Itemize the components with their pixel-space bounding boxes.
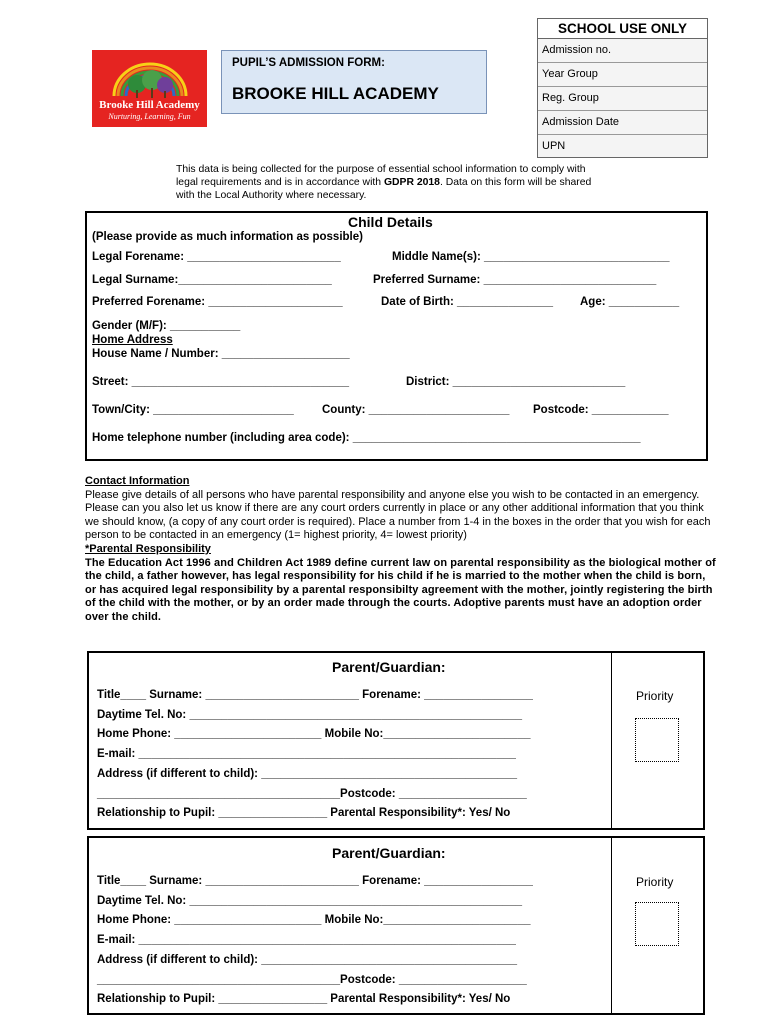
- child-details-section: [85, 211, 708, 461]
- parental-responsibility-heading: *Parental Responsibility: [85, 542, 211, 555]
- parental-responsibility-body: The Education Act 1996 and Children Act 1989 define current law on parental responsibility as the biological mother of the child, a father however, has legal responsibility for his child if he is married to the mother when the child is born, or has acquired legal responsibility by a parental responsibilty agreement with the mother, jointly registering the birth of the child with the mother, or by an order made through the courts. Adoptive parents must have an adoption order over the child.: [85, 556, 716, 623]
- county-field[interactable]: County: ______________________: [322, 404, 510, 416]
- notice-gdpr: GDPR 2018: [383, 177, 440, 188]
- address-field[interactable]: Address (if different to child): ________________________________________: [97, 954, 518, 966]
- legal-forename-field[interactable]: Legal Forename: ________________________: [92, 251, 341, 263]
- age-field[interactable]: Age: ___________: [580, 296, 680, 308]
- reg-group-field[interactable]: Reg. Group: [538, 87, 707, 111]
- form-label: PUPIL’S ADMISSION FORM:: [232, 57, 385, 69]
- school-use-title: SCHOOL USE ONLY: [538, 19, 707, 39]
- logo-tagline: Nurturing, Learning, Fun: [108, 112, 191, 121]
- email-field[interactable]: E-mail: ___________________________________________________________: [97, 748, 516, 760]
- priority-box[interactable]: [635, 902, 679, 946]
- contact-information: [85, 475, 717, 625]
- contact-body: Please give details of all persons who have parental responsibility and anyone else you wish to be contacted in an emergency. Please can you also let us know if there are any court orders currently in place or any other additional information that you think we should know, (a copy of any court order is required). Place a number from 1-4 in the boxes in the order that you wish for each person to be contacted in an emergency (1= highest priority, 4= lowest priority): [85, 488, 711, 542]
- gdpr-notice: [176, 163, 596, 202]
- relationship-field[interactable]: Relationship to Pupil: _________________ Parental Responsibility*: Yes/ No: [97, 993, 511, 1005]
- home-telephone-field[interactable]: Home telephone number (including area code): _____________________________________________: [92, 432, 641, 444]
- admission-no-field[interactable]: Admission no.: [538, 39, 707, 63]
- form-header: [221, 50, 487, 114]
- child-details-title: Child Details: [348, 214, 433, 230]
- contact-heading: Contact Information: [85, 475, 190, 487]
- guardian-postcode-field[interactable]: ______________________________________Postcode: ____________________: [97, 974, 527, 986]
- home-address-heading: Home Address: [92, 334, 173, 346]
- guardian-title: Parent/Guardian:: [332, 659, 446, 675]
- street-field[interactable]: Street: __________________________________: [92, 376, 350, 388]
- address-field[interactable]: Address (if different to child): ________________________________________: [97, 768, 518, 780]
- town-field[interactable]: Town/City: ______________________: [92, 404, 294, 416]
- gender-field[interactable]: Gender (M/F): ___________: [92, 320, 241, 332]
- guardian-postcode-field[interactable]: ______________________________________Postcode: ____________________: [97, 788, 527, 800]
- preferred-surname-field[interactable]: Preferred Surname: ___________________________: [373, 274, 657, 286]
- guardian-name-line[interactable]: Title____ Surname: ________________________ Forename: _________________: [97, 875, 533, 887]
- middle-names-field[interactable]: Middle Name(s): _____________________________: [392, 251, 670, 263]
- logo-name: Brooke Hill Academy: [99, 99, 200, 111]
- school-name: BROOKE HILL ACADEMY: [232, 84, 439, 103]
- priority-label: Priority: [636, 875, 674, 889]
- guardian-section-1: [87, 651, 705, 830]
- school-use-table: [537, 18, 708, 158]
- admission-date-field[interactable]: Admission Date: [538, 111, 707, 135]
- notice-text-end: . Data on this form will be shared with the Local Authority where necessary.: [176, 177, 592, 201]
- house-number-field[interactable]: House Name / Number: ____________________: [92, 348, 350, 360]
- priority-label: Priority: [636, 689, 674, 703]
- guardian-divider: [611, 653, 612, 828]
- postcode-field[interactable]: Postcode: ____________: [533, 404, 669, 416]
- priority-box[interactable]: [635, 718, 679, 762]
- school-logo: [92, 50, 207, 127]
- legal-surname-field[interactable]: Legal Surname:________________________: [92, 274, 332, 286]
- email-field[interactable]: E-mail: ___________________________________________________________: [97, 934, 516, 946]
- child-details-subtitle: (Please provide as much information as possible): [92, 231, 363, 243]
- guardian-divider: [611, 838, 612, 1013]
- phone-mobile-field[interactable]: Home Phone: _______________________ Mobile No:_______________________: [97, 914, 531, 926]
- year-group-field[interactable]: Year Group: [538, 63, 707, 87]
- guardian-name-line[interactable]: Title____ Surname: ________________________ Forename: _________________: [97, 689, 533, 701]
- daytime-tel-field[interactable]: Daytime Tel. No: ____________________________________________________: [97, 709, 523, 721]
- guardian-title: Parent/Guardian:: [332, 845, 446, 861]
- relationship-field[interactable]: Relationship to Pupil: _________________ Parental Responsibility*: Yes/ No: [97, 807, 511, 819]
- daytime-tel-field[interactable]: Daytime Tel. No: ____________________________________________________: [97, 895, 523, 907]
- district-field[interactable]: District: ___________________________: [406, 376, 626, 388]
- date-of-birth-field[interactable]: Date of Birth: _______________: [381, 296, 553, 308]
- preferred-forename-field[interactable]: Preferred Forename: _____________________: [92, 296, 343, 308]
- notice-text: This data is being collected for the purpose of essential school information to comply with legal requirements and is in accordance with: [176, 164, 586, 188]
- guardian-section-2: [87, 836, 705, 1015]
- upn-field[interactable]: UPN: [538, 135, 707, 157]
- phone-mobile-field[interactable]: Home Phone: _______________________ Mobile No:_______________________: [97, 728, 531, 740]
